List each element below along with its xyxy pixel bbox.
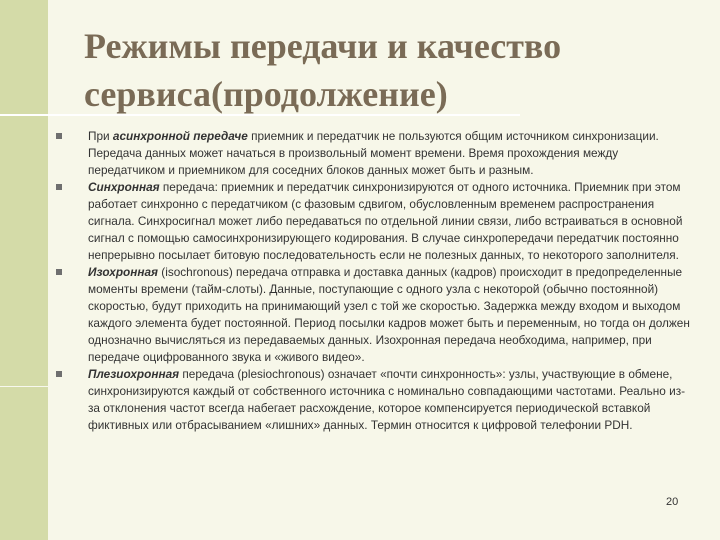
left-accent-band <box>0 0 48 540</box>
bullet-item-async <box>54 128 694 179</box>
bullet-term: Синхронная <box>88 180 160 194</box>
square-bullet-icon <box>56 269 62 275</box>
bullet-term: Плезиохронная <box>88 367 180 381</box>
bullet-prefix: При <box>88 129 113 143</box>
slide-title: Режимы передачи и качество сервиса(продолжение) <box>84 26 562 114</box>
bullet-term: асинхронной передаче <box>112 129 248 143</box>
page-number: 20 <box>666 496 679 508</box>
bullet-text: приемник и передатчик не пользуются общим источником синхронизации. Передача данных может начаться в произвольный момент времени. Время прохождения между передатчиком и приемником для соседних блоков данных может быть и разным. <box>88 129 659 177</box>
bullet-text: передача (plesiochronous) означает «почти синхронность»: узлы, участвующие в обмене, синхронизируются каждый от собственного источника с номинально совпадающими частотами. Реально из-за отклонения частот всегда набегает расхождение, которое компенсируется периодической вставкой фиктивных или отбрасыванием «лишних» данных. Термин относится к цифровой телефонии PDH. <box>88 367 686 432</box>
square-bullet-icon <box>56 133 62 139</box>
bullet-text: (isochronous) передача отправка и доставка данных (кадров) происходит в предопределенные моменты времени (тайм-слоты). Данные, поступающие с одного узла с некоторой (обычно постоянной) скоростью, будут приходить на принимающий узел с той же скоростью. Задержка между входом и выходом каждого элемента будет постоянной. Период посылки кадров может быть и переменным, но тогда он должен однозначно вычисляться из передаваемых данных. Изохронная передача необходима, например, при передаче оцифрованного звука и «живого видео». <box>88 265 690 364</box>
bullet-term: Изохронная <box>88 265 158 279</box>
bullet-list <box>54 128 694 434</box>
square-bullet-icon <box>56 371 62 377</box>
bullet-item-plesiochronous <box>54 366 694 434</box>
bullet-item-sync <box>54 179 694 264</box>
bullet-item-isochronous <box>54 264 694 366</box>
accent-divider <box>0 386 48 387</box>
square-bullet-icon <box>56 184 62 190</box>
bullet-text: передача: приемник и передатчик синхронизируются от одного источника. Приемник при этом работает синхронно с передатчиком (с фазовым сдвигом, обусловленным временем распространения сигнала. Синхросигнал может либо передаваться по отдельной линии связи, либо встраиваться в основной сигнал с помощью самосинхронизирующего кодирования. В случае синхропередачи передатчик постоянно непрерывно посылает битовую последовательность если не полезных данных, то некоторого заполнителя. <box>88 180 683 262</box>
